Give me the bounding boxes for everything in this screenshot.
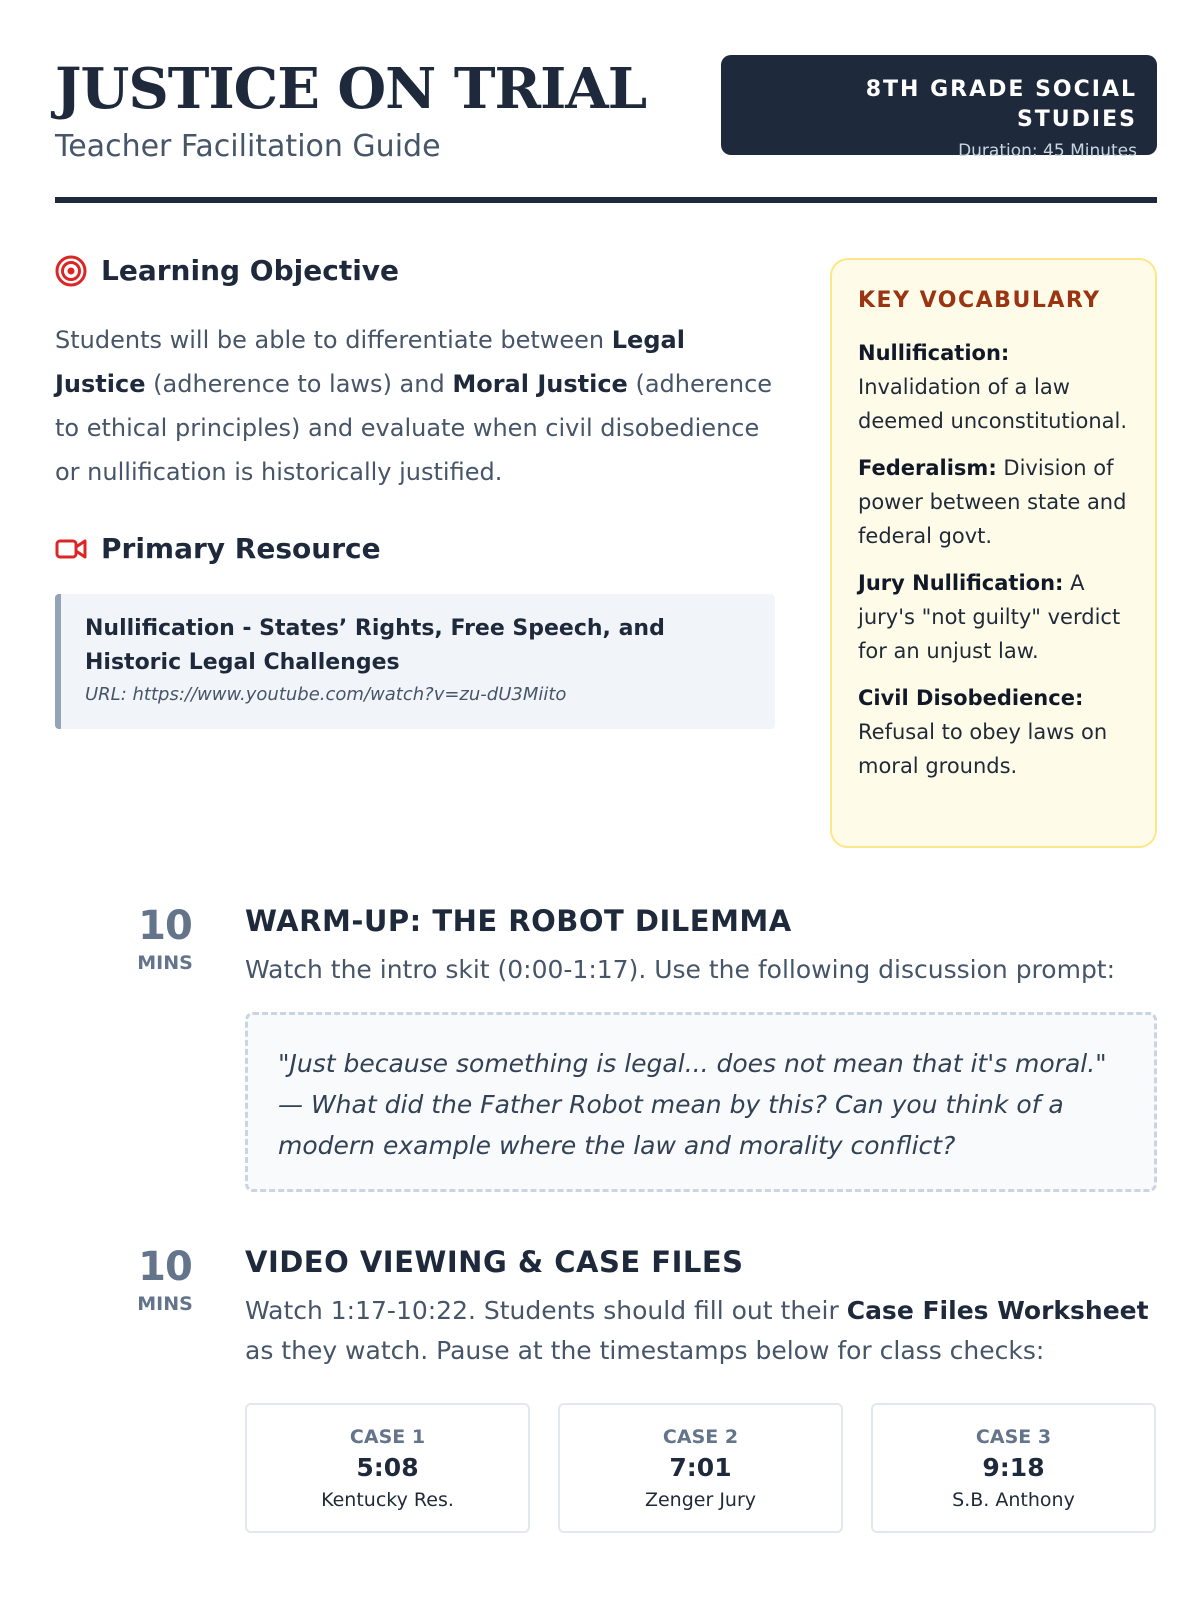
step-instructions: Watch the intro skit (0:00-1:17). Use the following discussion prompt: [245,955,1116,984]
page-header [55,55,1157,203]
badge-duration: Duration: 45 Minutes [958,141,1137,161]
case-checkpoints [245,1403,1157,1533]
legal-justice-term: Legal Justice [55,326,685,398]
step-body [245,1243,1157,1533]
case-card: CASE 3 9:18 S.B. Anthony [871,1403,1156,1533]
objective-text: Students will be able to differentiate between Legal Justice (adherence to laws) and Moral Justice (adherence to ethical principles) and evaluate when civil disobedience or nullification is historically justified. [55,326,773,486]
grade-badge [721,55,1157,161]
objective-heading-text: Learning Objective [101,254,400,287]
video-camera-icon [55,533,87,565]
vocab-item: Civil Disobedience: Refusal to obey laws on moral grounds. [858,686,1108,778]
resource-card [55,594,775,729]
resource-heading-text: Primary Resource [101,532,381,565]
case-card: CASE 2 7:01 Zenger Jury [558,1403,843,1533]
step-instructions: Watch 1:17-10:22. Students should fill out their Case Files Worksheet as they watch. Pause at the timestamps below for class checks: [245,1296,1149,1365]
moral-justice-term: Moral Justice [452,370,628,398]
step-duration: 10 MINS [137,1244,193,1315]
objective-heading [55,254,399,287]
step-title: WARM-UP: THE ROBOT DILEMMA [245,904,792,938]
vocab-item: Nullification: Invalidation of a law deemed unconstitutional. [858,341,1128,433]
badge-title: 8TH GRADE SOCIAL STUDIES [865,77,1137,132]
discussion-prompt: "Just because something is legal... does not mean that it's moral." — What did the Father Robot mean by this? Can you think of a modern example where the law and morality conflict? [245,1012,1157,1192]
step-duration: 10 MINS [137,903,193,974]
step-body [245,902,1157,1192]
case-card: CASE 1 5:08 Kentucky Res. [245,1403,530,1533]
resource-title: Nullification - States’ Rights, Free Speech, and Historic Legal Challenges [85,616,665,675]
page-title: JUSTICE ON TRIAL [55,56,647,122]
step-title: VIDEO VIEWING & CASE FILES [245,1245,744,1279]
resource-heading [55,532,381,565]
resource-url[interactable]: URL: https://www.youtube.com/watch?v=zu-dU3Miito [85,684,567,705]
target-icon [55,255,87,287]
vocab-item: Jury Nullification: A jury's "not guilty" verdict for an unjust law. [858,571,1121,663]
vocab-item: Federalism: Division of power between state and federal govt. [858,456,1127,548]
vocab-heading: KEY VOCABULARY [858,288,1101,313]
page-subtitle: Teacher Facilitation Guide [55,129,441,164]
key-vocabulary-box [830,258,1157,848]
worksheet-name: Case Files Worksheet [846,1296,1149,1325]
